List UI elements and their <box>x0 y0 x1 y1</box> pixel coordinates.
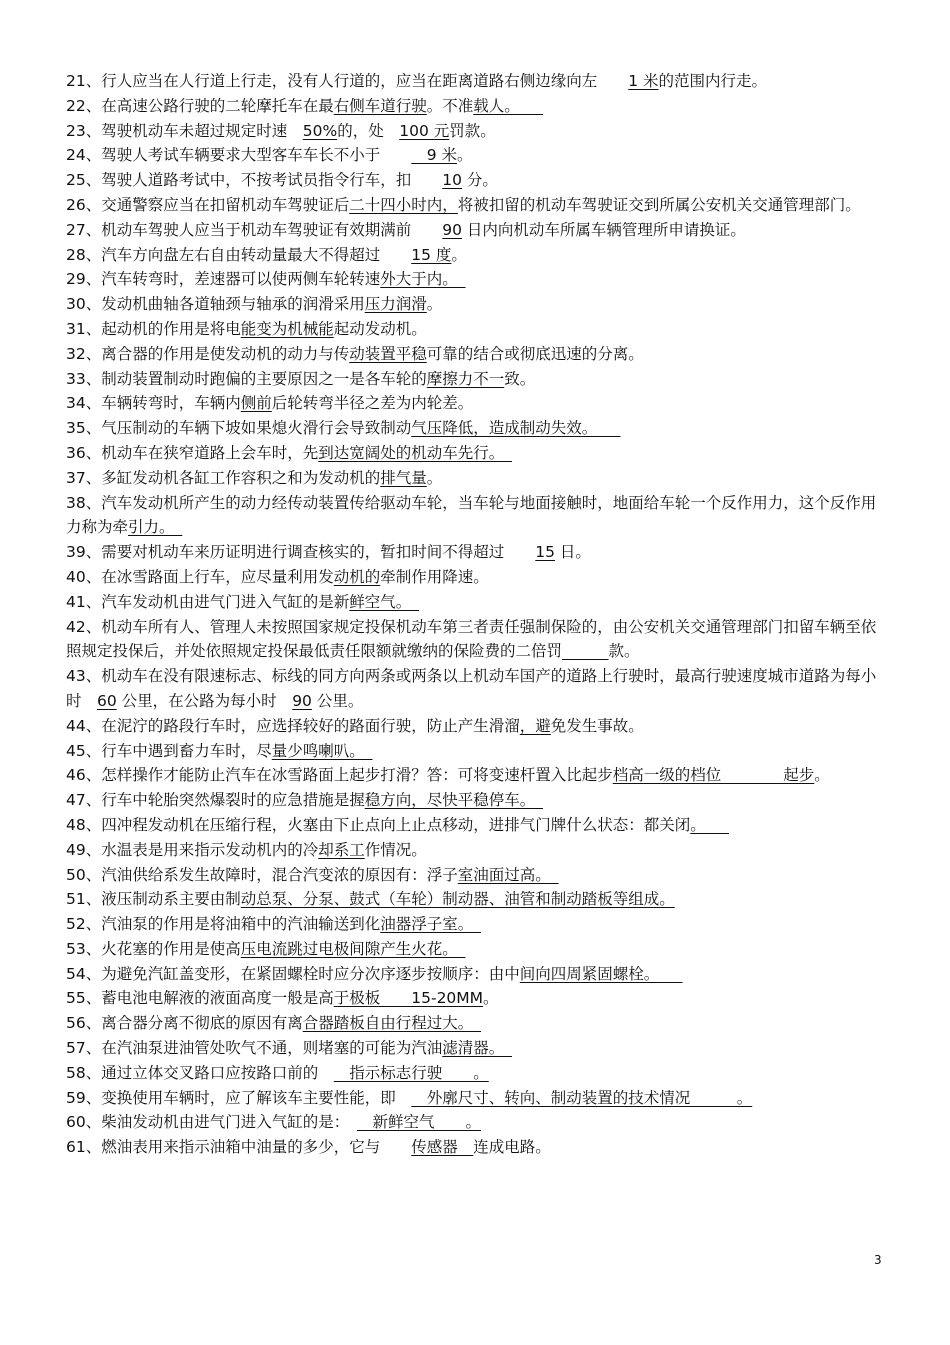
answer-blank: 90 <box>442 220 462 239</box>
question-number: 22、 <box>66 96 102 115</box>
question-text: 驾驶机动车未超过规定时速 <box>101 121 303 140</box>
question-text: 机动车在狭窄道路上会车时，先 <box>101 443 319 462</box>
question-text: 行车中遇到畜力车时，尽 <box>101 741 272 760</box>
answer-blank: 1 米 <box>628 72 659 90</box>
question-text: 。 <box>483 989 499 1008</box>
question-text: 在汽油泵进油管处吹气不通，则堵塞的可能为汽油 <box>101 1039 443 1058</box>
question-number: 39、 <box>66 543 102 562</box>
question-text: 车辆转弯时，车辆内 <box>101 394 241 413</box>
question-number: 61、 <box>66 1138 102 1157</box>
question-item <box>66 838 886 863</box>
question-text: 火花塞的作用是使高 <box>101 939 241 958</box>
question-text: 气压制动的车辆下坡如果熄火滑行会导致制动 <box>101 419 412 438</box>
question-number: 24、 <box>66 146 102 165</box>
question-text: 致。 <box>504 369 536 388</box>
question-number: 21、 <box>66 72 102 90</box>
question-text: 免发生事故。 <box>550 716 644 735</box>
question-item <box>66 143 886 168</box>
answer-blank: 稳方向，尽快平稳停车。 <box>364 791 544 810</box>
answer-blank: 合器踏板自由行程过大。 <box>302 1014 482 1033</box>
question-text: 牵制作用降速。 <box>380 567 489 586</box>
question-number: 56、 <box>66 1014 102 1033</box>
answer-blank: 于极板 15-20MM <box>333 989 484 1008</box>
answer-blank: 9 米 <box>411 146 458 165</box>
answer-blank: 引力。 <box>128 518 183 537</box>
answer-blank: 档高一级的档位 起步 <box>612 766 815 785</box>
answer-blank: 。 <box>690 815 730 834</box>
question-number: 50、 <box>66 865 102 884</box>
answer-blank: ，避 <box>519 716 551 735</box>
answer-blank: 10 <box>442 171 462 190</box>
question-number: 30、 <box>66 295 102 314</box>
page-number: 3 <box>874 1253 882 1267</box>
question-item <box>66 317 886 342</box>
question-number: 49、 <box>66 840 102 859</box>
answer-blank: 外廓尺寸、转向、制动装置的技术情况 。 <box>411 1088 753 1107</box>
question-item <box>66 590 886 615</box>
question-text: 日。 <box>554 543 591 562</box>
answer-blank: 载人。 <box>473 96 544 115</box>
question-number: 34、 <box>66 394 102 413</box>
question-number: 23、 <box>66 121 102 140</box>
question-item <box>66 912 886 937</box>
question-text: 。 <box>457 146 473 165</box>
question-item <box>66 1135 886 1160</box>
question-item <box>66 788 886 813</box>
question-item <box>66 391 886 416</box>
question-text: 。 <box>814 766 830 785</box>
answer-blank: 侧前 <box>240 394 272 413</box>
question-number: 26、 <box>66 195 102 214</box>
question-text: 机动车所有人、管理人未按照国家规定投保机动车第三者责任强制保险的，由公安机关交通管理部门扣留车辆至依照规定投保后，并处依照规定投保最低责任限额就缴纳的保险费的二倍罚 <box>66 617 877 661</box>
answer-blank: 排气量 <box>380 468 427 487</box>
question-text: 后轮转弯半径之差为内轮差。 <box>271 394 474 413</box>
question-number: 33、 <box>66 369 102 388</box>
question-number: 48、 <box>66 815 102 834</box>
answer-blank: 到达宽阔处的机动车先行。 <box>318 443 513 462</box>
question-item <box>66 1011 886 1036</box>
question-item <box>66 416 886 441</box>
question-text: 变换使用车辆时，应了解该车主要性能，即 <box>101 1088 412 1107</box>
question-number: 45、 <box>66 741 102 760</box>
question-number: 58、 <box>66 1063 102 1082</box>
question-text: 汽车转弯时，差速器可以使两侧车轮转速 <box>101 270 381 289</box>
question-text: 。不准 <box>426 96 474 115</box>
question-text: 公里。 <box>311 691 364 710</box>
question-item <box>66 1061 886 1086</box>
answer-blank: 指示标志行驶 。 <box>333 1063 489 1082</box>
question-number: 36、 <box>66 443 102 462</box>
question-text: 。 <box>451 245 467 264</box>
answer-blank: 量少鸣喇叭。 <box>271 741 373 760</box>
answer-blank: 动总泵、分泵、鼓式（车轮）制动器、油管和制动踏板等组成。 <box>240 890 675 909</box>
question-text: 四冲程发动机在压缩行程，火塞由下止点向上止点移动，进排气门牌什么状态：都关闭 <box>101 815 691 834</box>
question-text: 的，处 <box>337 121 400 140</box>
question-text: 分。 <box>461 171 498 190</box>
question-item <box>66 367 886 392</box>
question-text: 起动发动机。 <box>333 319 427 338</box>
question-text: 行车中轮胎突然爆裂时的应急措施是握 <box>101 791 365 810</box>
question-item <box>66 1086 886 1111</box>
question-text: 发动机曲轴各道轴颈与轴承的润滑采用 <box>101 295 365 314</box>
answer-blank: 100 元 <box>399 121 450 140</box>
question-text: 通过立体交叉路口应按路口前的 <box>101 1063 334 1082</box>
answer-blank: 间向四周紧固螺栓。 <box>519 964 683 983</box>
question-text: 为避免汽缸盖变形，在紧固螺栓时应分次序逐步按顺序：由中 <box>101 964 520 983</box>
answer-blank: 滤清器。 <box>442 1039 513 1058</box>
answer-blank: 却系工 <box>318 840 365 859</box>
answer-blank: 油器浮子室。 <box>380 915 482 934</box>
question-item <box>66 466 886 491</box>
question-text: 汽车方向盘左右自由转动量最大不得超过 <box>101 245 412 264</box>
question-text: 可靠的结合或彻底迅速的分离。 <box>426 344 644 363</box>
question-item <box>66 69 886 94</box>
question-text: 作情况。 <box>364 840 427 859</box>
question-number: 29、 <box>66 270 102 289</box>
question-text: 在泥泞的路段行车时，应选择较好的路面行驶，防止产生滑溜 <box>101 716 520 735</box>
answer-blank: 动装置平稳 <box>349 344 427 363</box>
question-item <box>66 863 886 888</box>
question-number: 60、 <box>66 1113 102 1132</box>
question-text: 离合器的作用是使发动机的动力与传 <box>101 344 350 363</box>
question-text: 燃油表用来指示油箱中油量的多少，它与 <box>101 1138 412 1157</box>
question-item <box>66 813 886 838</box>
question-text: 交通警察应当在扣留机动车驾驶证后 <box>101 195 350 214</box>
question-item <box>66 491 886 541</box>
question-text: 起动机的作用是将电 <box>101 319 241 338</box>
question-number: 57、 <box>66 1039 102 1058</box>
question-number: 41、 <box>66 592 102 611</box>
question-text: 制动装置制动时跑偏的主要原因之一是各车轮的 <box>101 369 427 388</box>
question-text: 在冰雪路面上行车，应尽量利用发 <box>101 567 334 586</box>
question-number: 46、 <box>66 766 102 785</box>
question-text: 汽车发动机由进气门进入气缸的是新 <box>101 592 350 611</box>
question-text: 机动车驾驶人应当于机动车驾驶证有效期满前 <box>101 220 443 239</box>
answer-blank: 90 <box>292 691 312 710</box>
answer-blank: 15 <box>535 543 555 562</box>
question-item <box>66 986 886 1011</box>
question-text: 机动车在没有限速标志、标线的同方向两条或两条以上机动车国产的道路上行驶时，最高行驶速度城市道路为每小时 <box>66 667 877 710</box>
question-item <box>66 119 886 144</box>
question-number: 38、 <box>66 493 102 512</box>
question-text: 公里，在公路为每小时 <box>116 691 293 710</box>
question-text: 怎样操作才能防止汽车在冰雪路面上起步打滑？答：可将变速杆置入比起步 <box>101 766 613 785</box>
question-item <box>66 292 886 317</box>
answer-blank: 压力润滑 <box>364 295 427 314</box>
question-number: 32、 <box>66 344 102 363</box>
question-text: 汽油供给系发生故障时，混合汽变浓的原因有：浮子 <box>101 865 458 884</box>
question-number: 40、 <box>66 567 102 586</box>
question-number: 37、 <box>66 468 102 487</box>
question-text: 在高速公路行驶的二轮摩托车在最 <box>101 96 334 115</box>
answer-blank: 60 <box>97 691 117 710</box>
question-number: 52、 <box>66 915 102 934</box>
question-item <box>66 1110 886 1135</box>
question-number: 35、 <box>66 419 102 438</box>
question-text: 汽油泵的作用是将油箱中的汽油输送到化 <box>101 915 381 934</box>
question-text: 驾驶人考试车辆要求大型客车车长不小于 <box>101 146 412 165</box>
question-item <box>66 218 886 243</box>
answer-blank: 能变为机械能 <box>240 319 334 338</box>
answer-blank: 50% <box>302 121 338 140</box>
question-number: 28、 <box>66 245 102 264</box>
question-item <box>66 441 886 466</box>
question-item <box>66 937 886 962</box>
answer-blank: 动机的 <box>333 567 381 586</box>
question-item <box>66 565 886 590</box>
question-item <box>66 540 886 565</box>
question-item <box>66 962 886 987</box>
question-number: 25、 <box>66 171 102 190</box>
answer-blank: 气压降低，造成制动失效。 <box>411 419 621 438</box>
question-item <box>66 1036 886 1061</box>
question-text: 水温表是用来指示发动机内的冷 <box>101 840 319 859</box>
question-text: 蓄电池电解液的液面高度一般是高 <box>101 989 334 1008</box>
question-item <box>66 763 886 788</box>
question-item <box>66 94 886 119</box>
question-item <box>66 887 886 912</box>
answer-blank: 鲜空气。 <box>349 592 420 611</box>
question-text: 需要对机动车来历证明进行调查核实的，暂扣时间不得超过 <box>101 543 536 562</box>
question-text: 连成电路。 <box>473 1138 551 1157</box>
answer-blank: 新鲜空气 。 <box>357 1113 482 1132</box>
question-item <box>66 168 886 193</box>
question-item <box>66 342 886 367</box>
answer-blank: 压电流跳过电极间隙产生火花。 <box>240 939 466 958</box>
question-text: 日内向机动车所属车辆管理所申请换证。 <box>461 220 746 239</box>
question-text: 液压制动系主要由制 <box>101 890 241 909</box>
question-text: 汽车发动机所产生的动力经传动装置传给驱动车轮，当车轮与地面接触时，地面给车轮一个反作用力，这个反作用力称为牵 <box>66 493 877 537</box>
question-number: 55、 <box>66 989 102 1008</box>
question-item <box>66 664 886 714</box>
question-number: 53、 <box>66 939 102 958</box>
question-text: 行人应当在人行道上行走，没有人行道的，应当在距离道路右侧边缘向左 <box>101 72 629 90</box>
question-text: 。 <box>426 295 443 314</box>
question-number: 59、 <box>66 1088 102 1107</box>
question-text: 驾驶人道路考试中，不按考试员指令行车，扣 <box>101 171 443 190</box>
question-number: 42、 <box>66 617 102 636</box>
question-number: 27、 <box>66 220 102 239</box>
question-number: 54、 <box>66 964 102 983</box>
answer-blank: 二十四小时内， <box>349 195 458 214</box>
answer-blank <box>562 642 609 660</box>
question-number: 31、 <box>66 319 102 338</box>
question-text: 款。 <box>608 642 640 661</box>
answer-blank: 15 度 <box>411 245 452 264</box>
question-number: 44、 <box>66 716 102 735</box>
question-text: 离合器分离不彻底的原因有离 <box>101 1014 303 1033</box>
question-item <box>66 739 886 764</box>
question-text: 将被扣留的机动车驾驶证交到所属公安机关交通管理部门。 <box>457 195 861 214</box>
answer-blank: 右侧车道行驶 <box>333 96 427 115</box>
answer-blank: 外大于内。 <box>380 270 466 289</box>
question-number: 47、 <box>66 791 102 810</box>
question-list <box>66 69 886 1160</box>
question-item <box>66 267 886 292</box>
answer-blank: 传感器 <box>411 1138 474 1157</box>
question-text: 的范围内行走。 <box>658 72 768 90</box>
answer-blank: 室油面过高。 <box>457 865 559 884</box>
question-item <box>66 243 886 268</box>
question-text: 多缸发动机各缸工作容积之和为发动机的 <box>101 468 381 487</box>
question-text: 。 <box>426 468 443 487</box>
question-number: 51、 <box>66 890 102 909</box>
question-number: 43、 <box>66 667 102 686</box>
question-item <box>66 193 886 218</box>
question-item <box>66 714 886 739</box>
answer-blank: 摩擦力不一 <box>426 369 505 388</box>
question-text: 柴油发动机由进气门进入气缸的是： <box>101 1113 357 1132</box>
question-item <box>66 615 886 665</box>
question-text: 罚款。 <box>449 121 496 140</box>
